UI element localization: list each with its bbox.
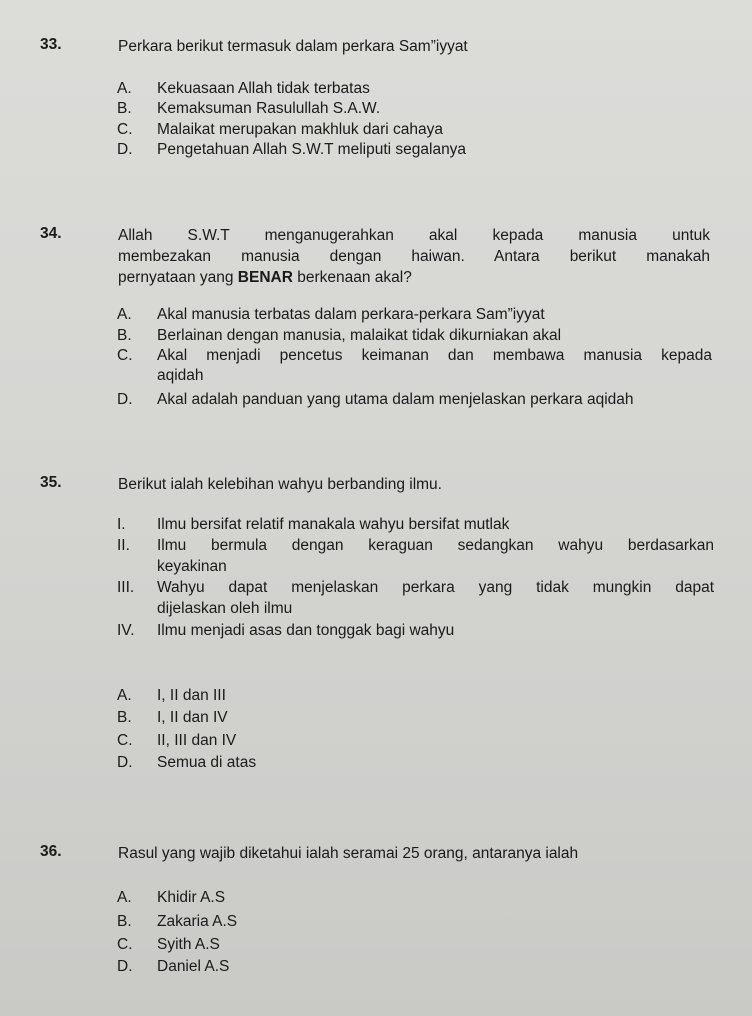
option-letter: D. [117, 141, 133, 158]
question-36-option-d [117, 957, 712, 977]
option-text: I, II dan IV [157, 709, 228, 726]
statement-text-continued: dijelaskan oleh ilmu [157, 600, 293, 617]
question-35-stem: Berikut ialah kelebihan wahyu berbanding ilmu. [118, 476, 442, 493]
statement-text: Ilmu bersifat relatif manakala wahyu bersifat mutlak [157, 516, 510, 533]
statement-numeral: III. [117, 579, 135, 596]
question-33-option-b [117, 99, 712, 119]
option-text: Daniel A.S [157, 958, 230, 975]
option-text: Malaikat merupakan makhluk dari cahaya [157, 121, 444, 138]
option-letter: B. [117, 100, 132, 117]
question-36-stem: Rasul yang wajib diketahui ialah seramai 25 orang, antaranya ialah [118, 845, 579, 862]
question-34-stem-line-1: Allah S.W.T menganugerahkan akal kepada manusia untuk [118, 227, 710, 244]
question-33-option-d [117, 140, 712, 160]
question-35-option-d [117, 753, 712, 773]
stem-text: pernyataan yang [118, 269, 238, 286]
option-text: Akal menjadi pencetus keimanan dan membawa manusia kepada [157, 347, 712, 364]
question-33-stem: Perkara berikut termasuk dalam perkara Sam”iyyat [118, 38, 468, 55]
option-letter: B. [117, 709, 132, 726]
question-35-statement-ii [117, 535, 717, 577]
option-letter: C. [117, 347, 133, 364]
option-letter: B. [117, 913, 132, 930]
option-letter: A. [117, 889, 132, 906]
statement-text: Wahyu dapat menjelaskan perkara yang tidak mungkin dapat [157, 579, 714, 596]
option-letter: C. [117, 732, 133, 749]
question-34-option-c [117, 346, 712, 386]
question-34-option-a [117, 305, 712, 325]
question-35-option-b [117, 708, 712, 728]
option-text: I, II dan III [157, 687, 226, 704]
question-34-stem-line-3 [118, 267, 412, 288]
statement-text-continued: keyakinan [157, 558, 227, 575]
statement-numeral: II. [117, 537, 130, 554]
question-36-option-c [117, 935, 712, 955]
question-36-option-a [117, 888, 712, 908]
question-35-statement-iv [117, 620, 717, 641]
question-35-statement-iii [117, 577, 717, 619]
option-text: Akal adalah panduan yang utama dalam menjelaskan perkara aqidah [157, 391, 634, 408]
emphasis-benar: BENAR [237, 269, 293, 286]
option-letter: D. [117, 754, 133, 771]
option-letter: A. [117, 306, 132, 323]
option-letter: A. [117, 687, 132, 704]
question-33-option-a [117, 79, 712, 99]
option-text: Khidir A.S [157, 889, 226, 906]
option-text: Kekuasaan Allah tidak terbatas [157, 80, 370, 97]
option-text: Kemaksuman Rasulullah S.A.W. [157, 100, 381, 117]
option-text: Syith A.S [157, 936, 220, 953]
option-text-continued: aqidah [157, 367, 204, 384]
question-34-option-b [117, 326, 712, 346]
question-33-option-c [117, 120, 712, 140]
option-letter: C. [117, 936, 133, 953]
question-36-option-b [117, 912, 712, 932]
question-34-option-d [117, 390, 712, 410]
option-letter: D. [117, 958, 133, 975]
option-text: II, III dan IV [157, 732, 237, 749]
option-letter: B. [117, 327, 132, 344]
statement-text: Ilmu menjadi asas dan tonggak bagi wahyu [157, 622, 455, 639]
question-34-number: 34. [40, 225, 62, 242]
option-letter: A. [117, 80, 132, 97]
option-text: Zakaria A.S [157, 913, 238, 930]
option-letter: D. [117, 391, 133, 408]
statement-text: Ilmu bermula dengan keraguan sedangkan wahyu berdasarkan [157, 537, 714, 554]
option-text: Akal manusia terbatas dalam perkara-perkara Sam”iyyat [157, 306, 545, 323]
option-text: Berlainan dengan manusia, malaikat tidak dikurniakan akal [157, 327, 562, 344]
question-35-statement-i [117, 514, 717, 535]
question-35-option-a [117, 686, 712, 706]
question-35-option-c [117, 731, 712, 751]
option-letter: C. [117, 121, 133, 138]
question-33-number: 33. [40, 36, 62, 53]
stem-text: berkenaan akal? [292, 269, 412, 286]
option-text: Semua di atas [157, 754, 257, 771]
option-text: Pengetahuan Allah S.W.T meliputi segalanya [157, 141, 467, 158]
statement-numeral: IV. [117, 622, 135, 639]
question-34-stem-line-2: membezakan manusia dengan haiwan. Antara berikut manakah [118, 248, 710, 265]
question-36-number: 36. [40, 843, 62, 860]
question-35-number: 35. [40, 474, 62, 491]
statement-numeral: I. [117, 516, 126, 533]
